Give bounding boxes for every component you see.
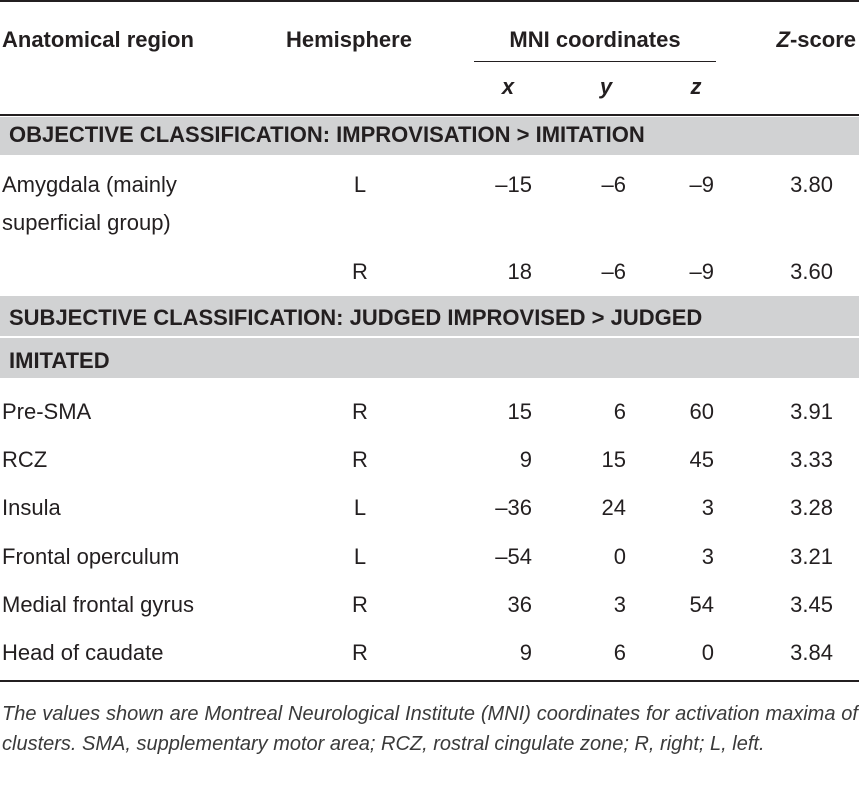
region-cell: Insula bbox=[2, 495, 61, 520]
header-zscore bbox=[720, 27, 856, 53]
y-cell: 0 bbox=[613, 544, 626, 569]
region-cell: Pre-SMA bbox=[2, 399, 92, 424]
zscore-cell: 3.80 bbox=[790, 172, 833, 197]
hemisphere-cell: R bbox=[352, 592, 368, 617]
table-footnote: The values shown are Montreal Neurological Institute (MNI) coordinates for activation maxima of clusters. SMA, supplementary motor area; RCZ, rostral cingulate zone; R, right; L, left. bbox=[2, 703, 858, 755]
table-bottom-rule bbox=[0, 680, 859, 682]
region-cell: Frontal operculum bbox=[2, 544, 180, 569]
x-cell: 18 bbox=[507, 259, 532, 284]
region-cell: Head of caudate bbox=[2, 640, 164, 665]
header-z: z bbox=[690, 74, 702, 99]
section-title-subjective-line2: IMITATED bbox=[9, 348, 110, 373]
mni-underline bbox=[474, 61, 716, 62]
section-band-objective bbox=[0, 117, 859, 155]
zscore-cell: 3.45 bbox=[790, 592, 833, 617]
section-title-subjective-line1: SUBJECTIVE CLASSIFICATION: JUDGED IMPROVISED > JUDGED bbox=[9, 305, 703, 330]
y-cell: 6 bbox=[613, 399, 626, 424]
x-cell: 36 bbox=[507, 592, 532, 617]
hemisphere-cell: R bbox=[352, 399, 368, 424]
zscore-cell: 3.21 bbox=[790, 544, 833, 569]
x-cell: 9 bbox=[519, 640, 532, 665]
header-zscore-italic: Z bbox=[776, 27, 790, 52]
region-amygdala-line2: superficial group) bbox=[2, 210, 171, 235]
header-x: x bbox=[501, 74, 515, 99]
x-cell: 9 bbox=[519, 447, 532, 472]
region-cell: Medial frontal gyrus bbox=[2, 592, 194, 617]
header-hemisphere: Hemisphere bbox=[286, 27, 412, 52]
y-cell: –6 bbox=[601, 172, 626, 197]
zscore-cell: 3.28 bbox=[790, 495, 833, 520]
z-cell: 3 bbox=[701, 544, 714, 569]
section-band-divider bbox=[0, 336, 859, 338]
header-y: y bbox=[599, 74, 613, 99]
hemisphere-cell: R bbox=[352, 259, 368, 284]
x-cell: –54 bbox=[495, 544, 532, 569]
x-cell: –15 bbox=[495, 172, 532, 197]
header-mni-coordinates: MNI coordinates bbox=[509, 27, 681, 52]
table-top-rule bbox=[0, 0, 859, 2]
zscore-cell: 3.91 bbox=[790, 399, 833, 424]
section-title-objective: OBJECTIVE CLASSIFICATION: IMPROVISATION > IMITATION bbox=[9, 122, 645, 147]
x-cell: –36 bbox=[495, 495, 532, 520]
region-cell: RCZ bbox=[2, 447, 48, 472]
hemisphere-cell: L bbox=[353, 172, 367, 197]
header-bottom-rule bbox=[0, 114, 859, 116]
y-cell: 24 bbox=[601, 495, 626, 520]
z-cell: 0 bbox=[701, 640, 714, 665]
zscore-cell: 3.84 bbox=[790, 640, 833, 665]
header-anatomical-region: Anatomical region bbox=[2, 27, 194, 52]
z-cell: 3 bbox=[701, 495, 714, 520]
zscore-cell: 3.60 bbox=[790, 259, 833, 284]
header-zscore-rest: -score bbox=[789, 27, 856, 52]
section-band-subjective bbox=[0, 296, 859, 378]
z-cell: –9 bbox=[689, 172, 714, 197]
hemisphere-cell: L bbox=[353, 495, 367, 520]
y-cell: 15 bbox=[601, 447, 626, 472]
hemisphere-cell: R bbox=[352, 447, 368, 472]
x-cell: 15 bbox=[507, 399, 532, 424]
z-cell: –9 bbox=[689, 259, 714, 284]
y-cell: –6 bbox=[601, 259, 626, 284]
zscore-cell: 3.33 bbox=[790, 447, 833, 472]
z-cell: 60 bbox=[689, 399, 714, 424]
y-cell: 3 bbox=[613, 592, 626, 617]
z-cell: 54 bbox=[689, 592, 714, 617]
z-cell: 45 bbox=[689, 447, 714, 472]
hemisphere-cell: L bbox=[353, 544, 367, 569]
hemisphere-cell: R bbox=[352, 640, 368, 665]
region-amygdala-line1: Amygdala (mainly bbox=[2, 172, 177, 197]
y-cell: 6 bbox=[613, 640, 626, 665]
